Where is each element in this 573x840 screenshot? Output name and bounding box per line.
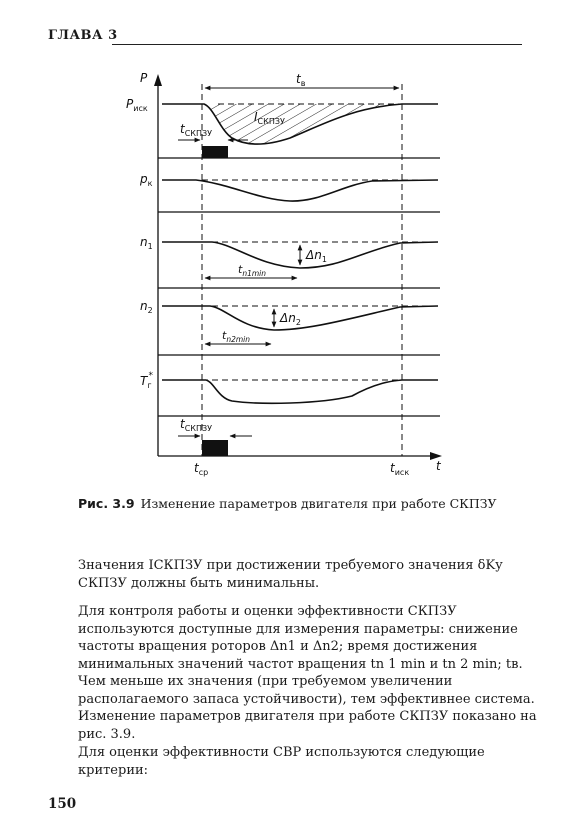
tn2min-label: $t_{n2min}$ (222, 329, 250, 344)
header-rule (112, 44, 522, 45)
n1-label: $n_1$ (140, 235, 153, 251)
figure-caption-label: Рис. 3.9 (78, 496, 135, 511)
page-number: 150 (48, 796, 77, 812)
t-axis-label: t (436, 459, 441, 473)
t-v-label: $t_в$ (296, 72, 306, 88)
figure-caption-text: Изменение параметров двигателя при работе СКПЗУ (140, 496, 497, 511)
i-skpzu-label: $I_{СКПЗУ}$ (254, 110, 285, 126)
paragraph-1: Значения IСКПЗУ при достижении требуемого значения δKу СКПЗУ должны быть минимальны. (78, 558, 503, 591)
t-sr-label: $t_{ср}$ (194, 461, 209, 477)
skpzu-pulse-top (202, 146, 228, 158)
t-skpzu-bottom-label: $t_{СКПЗУ}$ (180, 417, 213, 433)
n2-label: $n_2$ (140, 299, 153, 315)
chapter-header: ГЛАВА 3 (48, 28, 118, 43)
paragraph-2: Для контроля работы и оценки эффективности СКПЗУ используются доступные для измерения параметры: снижение частоты вращения роторов Δn1 и Δn2; время достижения минимальных значений частот вращения tn 1 min и tn 2 min; tв. Чем меньше их значения (при требуемом увеличении располагаемого запаса устойчивости), тем эффективнее система. Изменение параметров двигателя при работе СКПЗУ показано на рис. 3.9. (78, 604, 537, 742)
p-k-curve (162, 180, 438, 201)
tg-label: $T_г*$ (140, 371, 154, 390)
figure-caption (78, 496, 497, 511)
paragraph-3: Для оценки эффективности СВР используются следующие критерии: (78, 745, 485, 778)
t-skpzu-top-label: $t_{СКПЗУ}$ (180, 122, 213, 138)
engine-parameters-figure (0, 60, 573, 490)
dn1-label: $\Delta n_1$ (306, 248, 327, 264)
tn1min-label: $t_{n1min}$ (238, 263, 266, 278)
baselines (158, 158, 440, 416)
p-isk-label: $P_{иск}$ (126, 97, 148, 113)
tg-curve (162, 380, 438, 403)
y-axis-arrow (154, 74, 162, 86)
skpzu-pulse-bottom (202, 440, 228, 456)
p-k-label: $p_к$ (140, 172, 153, 188)
dn2-label: $\Delta n_2$ (280, 311, 301, 327)
p-axis-label: P (140, 71, 148, 85)
t-isk-label: $t_{иск}$ (390, 461, 410, 477)
